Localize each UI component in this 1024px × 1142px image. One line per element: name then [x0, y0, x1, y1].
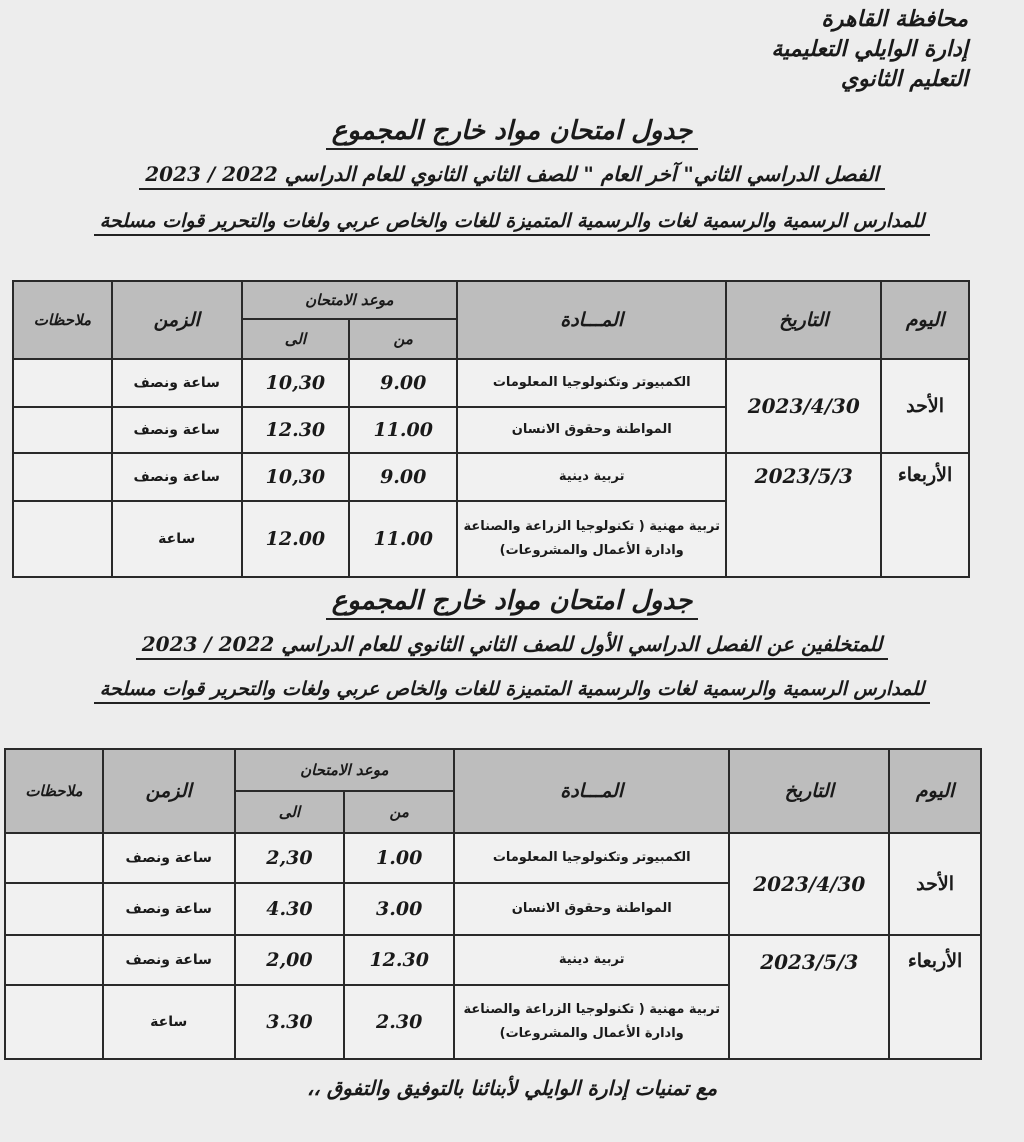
header-subject: المـــادة [457, 281, 726, 359]
header-date: التاريخ [726, 281, 881, 359]
from-cell: 3.00 [344, 883, 454, 935]
to-cell: 12.00 [242, 501, 350, 577]
from-cell: 9.00 [349, 359, 457, 407]
section1-schools: للمدارس الرسمية والرسمية لغات والرسمية المتميزة للغات والخاص عربي ولغات والتحرير قوات مسلحة [0, 210, 1024, 232]
subject-cell: تربية دينية [457, 453, 726, 501]
notes-cell [13, 501, 112, 577]
section2-subtitle: للمتخلفين عن الفصل الدراسي الأول للصف الثاني الثانوي للعام الدراسي 2022 / 2023 [0, 632, 1024, 656]
table-row [5, 833, 981, 883]
header-from: من [344, 791, 454, 833]
day-cell: الأحد [881, 359, 969, 453]
table-row [5, 935, 981, 985]
day-cell: الأربعاء [881, 453, 969, 577]
header-subject: المـــادة [454, 749, 729, 833]
header-notes: ملاحظات [13, 281, 112, 359]
date-cell: 2023/4/30 [729, 833, 889, 935]
subject-cell: الكمبيوتر وتكنولوجيا المعلومات [457, 359, 726, 407]
date-cell: 2023/5/3 [729, 935, 889, 1059]
notes-cell [5, 935, 103, 985]
header-day: اليوم [889, 749, 981, 833]
notes-cell [5, 883, 103, 935]
subject-cell: تربية دينية [454, 935, 729, 985]
day-cell: الأربعاء [889, 935, 981, 1059]
duration-cell: ساعة ونصف [112, 359, 242, 407]
from-cell: 11.00 [349, 501, 457, 577]
header-to: الى [235, 791, 345, 833]
duration-cell: ساعة [112, 501, 242, 577]
from-cell: 12.30 [344, 935, 454, 985]
notes-cell [13, 359, 112, 407]
day-cell: الأحد [889, 833, 981, 935]
header-exam-time: موعد الامتحان [235, 749, 455, 791]
duration-cell: ساعة ونصف [103, 935, 235, 985]
duration-cell: ساعة ونصف [112, 407, 242, 453]
to-cell: 10,30 [242, 453, 350, 501]
to-cell: 4.30 [235, 883, 345, 935]
administration-label: إدارة الوايلي التعليمية [771, 36, 968, 62]
governorate-label: محافظة القاهرة [821, 6, 968, 32]
document-header [771, 4, 968, 94]
header-duration: الزمن [112, 281, 242, 359]
from-cell: 2.30 [344, 985, 454, 1059]
from-cell: 11.00 [349, 407, 457, 453]
table-row [13, 453, 969, 501]
section2-title: جدول امتحان مواد خارج المجموع [0, 586, 1024, 616]
header-to: الى [242, 319, 350, 359]
to-cell: 2,00 [235, 935, 345, 985]
from-cell: 1.00 [344, 833, 454, 883]
table-row [13, 359, 969, 407]
date-cell: 2023/5/3 [726, 453, 881, 577]
subject-cell: تربية مهنية ( تكنولوجيا الزراعة والصناعة وادارة الأعمال والمشروعات) [454, 985, 729, 1059]
to-cell: 3.30 [235, 985, 345, 1059]
subject-cell: المواطنة وحقوق الانسان [454, 883, 729, 935]
duration-cell: ساعة [103, 985, 235, 1059]
header-duration: الزمن [103, 749, 235, 833]
section2-schedule-table [4, 748, 982, 1060]
header-exam-time: موعد الامتحان [242, 281, 458, 319]
to-cell: 10,30 [242, 359, 350, 407]
department-label: التعليم الثانوي [840, 66, 968, 92]
subject-cell: المواطنة وحقوق الانسان [457, 407, 726, 453]
section1-subtitle: الفصل الدراسي الثاني" آخر العام " للصف الثاني الثانوي للعام الدراسي 2022 / 2023 [0, 162, 1024, 186]
notes-cell [5, 833, 103, 883]
header-day: اليوم [881, 281, 969, 359]
duration-cell: ساعة ونصف [112, 453, 242, 501]
closing-note: مع تمنيات إدارة الوايلي لأبنائنا بالتوفيق والتفوق ،، [306, 1076, 718, 1100]
from-cell: 9.00 [349, 453, 457, 501]
to-cell: 2,30 [235, 833, 345, 883]
duration-cell: ساعة ونصف [103, 833, 235, 883]
header-notes: ملاحظات [5, 749, 103, 833]
notes-cell [13, 407, 112, 453]
section2-schools: للمدارس الرسمية والرسمية لغات والرسمية المتميزة للغات والخاص عربي ولغات والتحرير قوات مسلحة [0, 678, 1024, 700]
section1-schedule-table [12, 280, 970, 578]
subject-cell: الكمبيوتر وتكنولوجيا المعلومات [454, 833, 729, 883]
date-cell: 2023/4/30 [726, 359, 881, 453]
notes-cell [13, 453, 112, 501]
header-from: من [349, 319, 457, 359]
header-date: التاريخ [729, 749, 889, 833]
duration-cell: ساعة ونصف [103, 883, 235, 935]
to-cell: 12.30 [242, 407, 350, 453]
notes-cell [5, 985, 103, 1059]
subject-cell: تربية مهنية ( تكنولوجيا الزراعة والصناعة وادارة الأعمال والمشروعات) [457, 501, 726, 577]
section1-title: جدول امتحان مواد خارج المجموع [0, 116, 1024, 146]
